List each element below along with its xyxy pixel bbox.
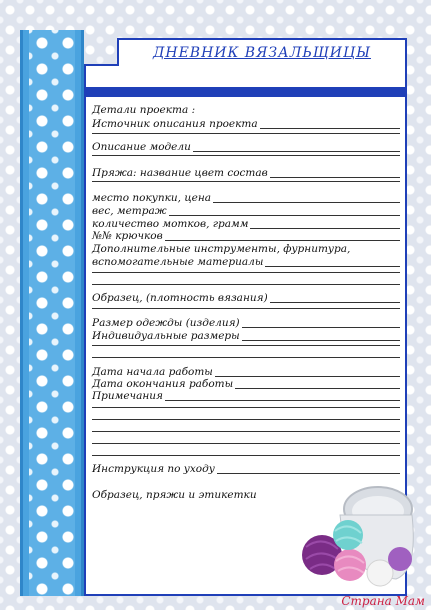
title-bar (84, 87, 407, 97)
field-label: Дата окончания работы (92, 378, 234, 390)
field-label: вспомогательные материалы (92, 256, 264, 268)
fill-line[interactable] (92, 272, 400, 273)
field-label: место покупки, цена (92, 192, 212, 204)
fill-line[interactable] (193, 151, 400, 152)
field-weight[interactable] (92, 205, 400, 217)
fill-line[interactable] (92, 284, 400, 285)
fill-line[interactable] (270, 177, 400, 178)
field-label: Образец, пряжи и этикетки (92, 489, 257, 501)
yarn-ball-teal (333, 520, 363, 550)
fill-line[interactable] (235, 388, 400, 389)
field-label: вес, метраж (92, 205, 167, 217)
field-label: №№ крючков (92, 230, 163, 242)
fill-line[interactable] (215, 376, 400, 377)
yarn-ball-lilac (388, 547, 412, 571)
fill-line[interactable] (169, 215, 400, 216)
field-label: Описание модели (92, 141, 191, 153)
title-box (117, 38, 407, 66)
fill-line[interactable] (92, 407, 400, 408)
fill-line[interactable] (165, 400, 400, 401)
yarn-ball-pink (334, 549, 366, 581)
fill-line[interactable] (213, 202, 400, 203)
field-label: Примечания (92, 390, 163, 402)
lace-ribbon-pattern (29, 30, 75, 596)
field-label: Дополнительные инструменты, фурнитура, (92, 243, 351, 255)
fill-line[interactable] (92, 455, 400, 456)
field-end-date[interactable] (92, 378, 400, 390)
yarn-bowl-illustration (300, 475, 428, 595)
field-gauge[interactable] (92, 292, 400, 304)
field-garment-size[interactable] (92, 317, 400, 329)
field-purchase-place[interactable] (92, 192, 400, 204)
fill-line[interactable] (250, 228, 400, 229)
fill-line[interactable] (165, 240, 400, 241)
field-label: Индивидуальные размеры (92, 330, 240, 342)
field-start-date[interactable] (92, 366, 400, 378)
field-skeins[interactable] (92, 218, 400, 230)
field-label: Инструкция по уходу (92, 463, 215, 475)
fill-line[interactable] (92, 443, 400, 444)
fill-line[interactable] (242, 340, 400, 341)
site-watermark: Страна Мам (341, 594, 425, 608)
field-label: Образец, (плотность вязания) (92, 292, 268, 304)
field-source[interactable] (92, 118, 400, 130)
fill-line[interactable] (242, 327, 400, 328)
fill-line[interactable] (260, 128, 400, 129)
fill-line[interactable] (92, 419, 400, 420)
field-notes[interactable] (92, 390, 400, 402)
fill-line[interactable] (92, 133, 400, 134)
fill-line[interactable] (92, 357, 400, 358)
field-label: Детали проекта : (92, 104, 196, 116)
fill-line[interactable] (217, 473, 400, 474)
fill-line[interactable] (92, 155, 400, 156)
field-aux-materials[interactable] (92, 256, 400, 268)
field-individual-sizes[interactable] (92, 330, 400, 342)
field-model-description[interactable] (92, 141, 400, 153)
field-label: Размер одежды (изделия) (92, 317, 240, 329)
page-title: ДНЕВНИК ВЯЗАЛЬЩИЦЫ (152, 45, 371, 61)
field-extra-tools (92, 243, 400, 255)
field-label: Пряжа: название цвет состав (92, 167, 268, 179)
field-hooks[interactable] (92, 230, 400, 242)
fill-line[interactable] (92, 431, 400, 432)
fill-line[interactable] (265, 266, 400, 267)
field-project-details (92, 104, 400, 116)
fill-line[interactable] (92, 181, 400, 182)
fill-line[interactable] (92, 345, 400, 346)
fill-line[interactable] (270, 302, 400, 303)
fill-line[interactable] (92, 308, 400, 309)
field-care-instructions[interactable] (92, 463, 400, 475)
lace-ribbon (20, 30, 84, 596)
field-label: Дата начала работы (92, 366, 213, 378)
field-yarn[interactable] (92, 167, 400, 179)
field-label: Источник описания проекта (92, 118, 258, 130)
field-label: количество мотков, грамм (92, 218, 249, 230)
